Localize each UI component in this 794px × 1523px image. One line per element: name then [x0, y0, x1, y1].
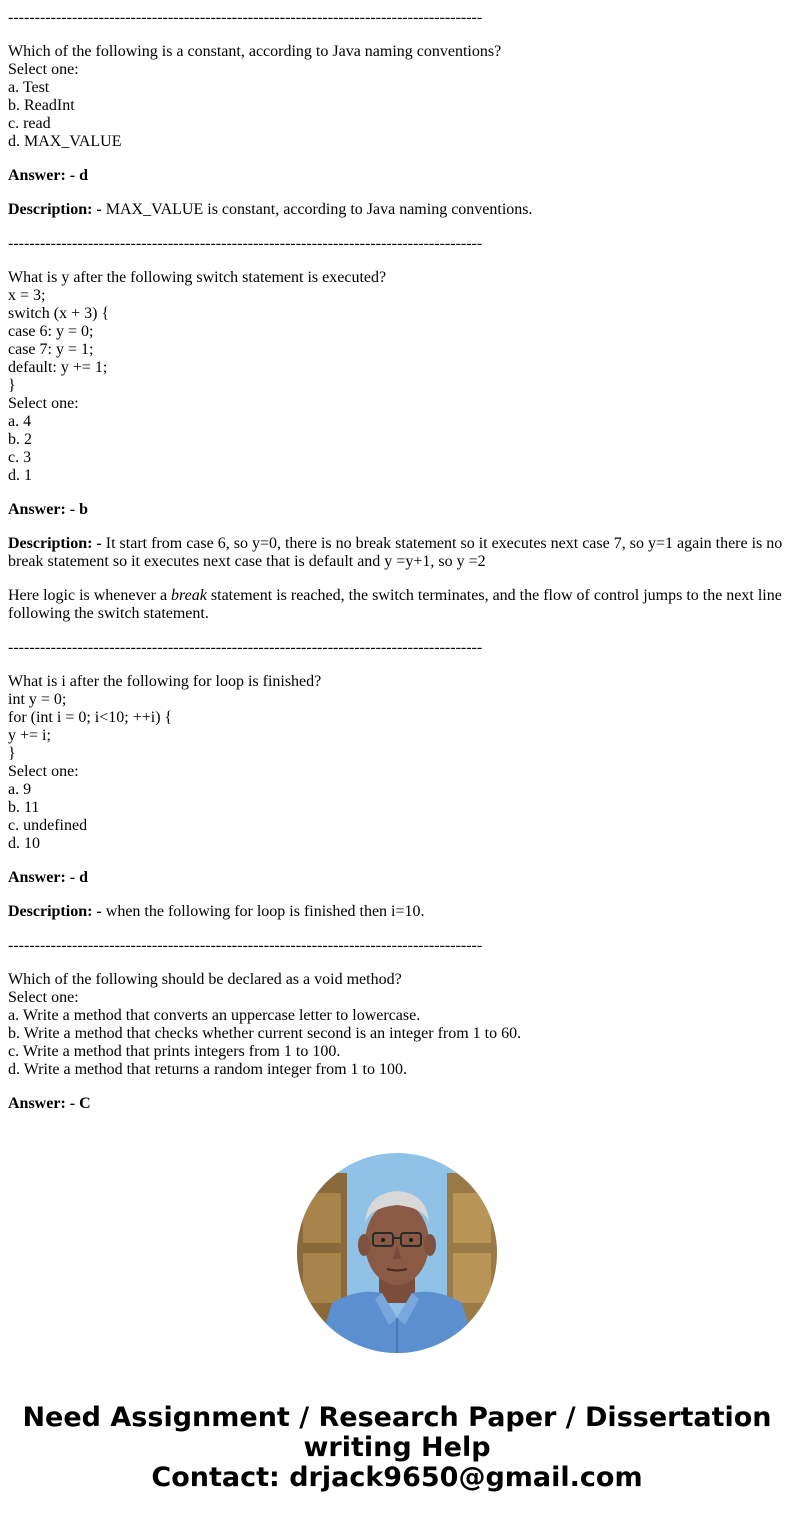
- question-text: Which of the following should be declared as a void method?: [8, 971, 402, 988]
- question-text: What is y after the following switch statement is executed?: [8, 269, 387, 286]
- document-body: [8, 9, 786, 1113]
- option-d: d. 10: [8, 835, 40, 852]
- select-one-label: Select one:: [8, 61, 79, 78]
- select-one-label: Select one:: [8, 989, 79, 1006]
- option-b: b. 11: [8, 799, 40, 816]
- description-label: Description: -: [8, 903, 102, 920]
- question-block-1: [8, 43, 786, 219]
- logic-paragraph: [8, 587, 786, 623]
- option-c: c. Write a method that prints integers from 1 to 100.: [8, 1043, 341, 1060]
- answer-line: [8, 501, 786, 519]
- option-c: c. undefined: [8, 817, 88, 834]
- logic-emphasis: break: [171, 587, 207, 604]
- question-block-2: [8, 269, 786, 623]
- avatar: [297, 1153, 497, 1353]
- divider: -----------------------------------------------------------------------------------------: [8, 9, 483, 26]
- option-a: a. Test: [8, 79, 50, 96]
- answer-value: d: [79, 167, 88, 184]
- footer-line-1: Need Assignment / Research Paper / Dissertation: [22, 1402, 772, 1433]
- divider: -----------------------------------------------------------------------------------------: [8, 937, 483, 954]
- description-line: [8, 535, 786, 571]
- code-line: int y = 0;: [8, 691, 67, 708]
- answer-label: Answer: -: [8, 501, 76, 518]
- portrait-photo: [297, 1153, 497, 1353]
- option-c: c. read: [8, 115, 51, 132]
- description-text: It start from case 6, so y=0, there is no break statement so it executes next case 7, so y=1 again there is no break statement so it executes next case that is default and y =y+1, so y =2: [8, 535, 783, 570]
- option-b: b. ReadInt: [8, 97, 75, 114]
- select-one-label: Select one:: [8, 763, 79, 780]
- logic-text-after: statement is reached, the switch terminates, and the flow of control jumps to the next line following the switch statement.: [8, 587, 782, 622]
- answer-value: C: [79, 1095, 91, 1112]
- option-d: d. Write a method that returns a random integer from 1 to 100.: [8, 1061, 407, 1078]
- description-label: Description: -: [8, 201, 102, 218]
- code-line: y += i;: [8, 727, 51, 744]
- answer-line: [8, 167, 786, 185]
- question-text: Which of the following is a constant, according to Java naming conventions?: [8, 43, 502, 60]
- option-a: a. 9: [8, 781, 32, 798]
- option-a: a. Write a method that converts an uppercase letter to lowercase.: [8, 1007, 421, 1024]
- code-line: case 7: y = 1;: [8, 341, 94, 358]
- answer-value: d: [79, 869, 88, 886]
- footer-line-2: writing Help: [303, 1432, 491, 1463]
- description-line: [8, 201, 786, 219]
- answer-label: Answer: -: [8, 167, 76, 184]
- answer-line: [8, 869, 786, 887]
- footer-contact: Contact: drjack9650@gmail.com: [151, 1462, 643, 1493]
- code-line: default: y += 1;: [8, 359, 108, 376]
- code-line: case 6: y = 0;: [8, 323, 94, 340]
- question-block-4: [8, 971, 786, 1113]
- footer-promo: [0, 1403, 794, 1493]
- answer-label: Answer: -: [8, 1095, 76, 1112]
- option-d: d. MAX_VALUE: [8, 133, 122, 150]
- option-b: b. Write a method that checks whether current second is an integer from 1 to 60.: [8, 1025, 522, 1042]
- code-line: x = 3;: [8, 287, 46, 304]
- code-line: switch (x + 3) {: [8, 305, 110, 322]
- option-a: a. 4: [8, 413, 32, 430]
- code-line: }: [8, 745, 16, 762]
- select-one-label: Select one:: [8, 395, 79, 412]
- description-text: when the following for loop is finished then i=10.: [105, 903, 425, 920]
- option-b: b. 2: [8, 431, 32, 448]
- description-label: Description: -: [8, 535, 102, 552]
- description-text: MAX_VALUE is constant, according to Java naming conventions.: [105, 201, 533, 218]
- divider: -----------------------------------------------------------------------------------------: [8, 235, 483, 252]
- answer-label: Answer: -: [8, 869, 76, 886]
- option-c: c. 3: [8, 449, 32, 466]
- description-line: [8, 903, 786, 921]
- answer-line: [8, 1095, 786, 1113]
- code-line: }: [8, 377, 16, 394]
- divider: -----------------------------------------------------------------------------------------: [8, 639, 483, 656]
- code-line: for (int i = 0; i<10; ++i) {: [8, 709, 173, 726]
- question-text: What is i after the following for loop is finished?: [8, 673, 322, 690]
- logic-text-before: Here logic is whenever a: [8, 587, 168, 604]
- question-block-3: [8, 673, 786, 921]
- answer-value: b: [79, 501, 88, 518]
- option-d: d. 1: [8, 467, 32, 484]
